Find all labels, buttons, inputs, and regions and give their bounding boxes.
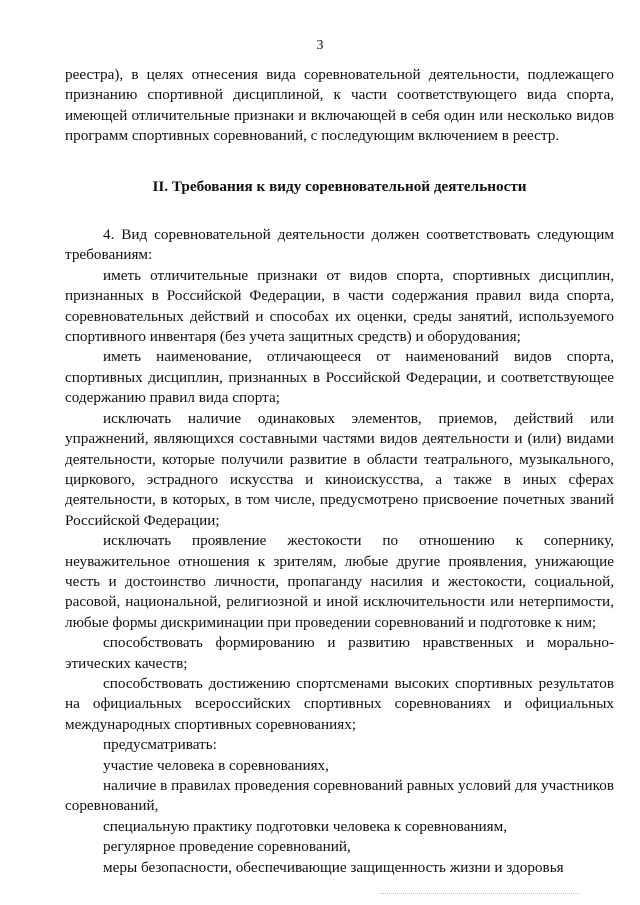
page-number: 3: [316, 38, 324, 53]
paragraph: предусматривать:: [103, 736, 217, 754]
paragraph: исключать наличие одинаковых элементов, приемов, действий или упражнений, являющихся составными частями видов деятельности и (или) видами деятельности, которые получили развитие в области театрального, музыкального, циркового, эстрадного искусства и киноискусства, а также в иных сферах деятельности, в которых, в том числе, предусмотрено присвоение почетных званий Российской Федерации;: [65, 409, 614, 529]
paragraph: способствовать формированию и развитию нравственных и морально-этических качеств;: [65, 634, 614, 672]
paragraph: иметь отличительные признаки от видов спорта, спортивных дисциплин, признанных в Российской Федерации, в части содержания правил вида спорта, соревновательных действий и способах их оценки, среды занятий, используемого спортивного инвентаря (без учета защитных средств) и оборудования;: [65, 266, 614, 346]
paragraph: способствовать достижению спортсменами высоких спортивных результатов на официальных всероссийских спортивных соревнованиях и официальных международных спортивных соревнованиях;: [65, 674, 614, 733]
intro-paragraph: реестра), в целях отнесения вида соревновательной деятельности, подлежащего признанию спортивной дисциплиной, к части соответствующего вида спорта, имеющей отличительные признаки и включающей в себя один или несколько видов программ спортивных соревнований, с последующим включением в реестр.: [65, 66, 614, 145]
paragraph: специальную практику подготовки человека к соревнованиям,: [103, 817, 507, 835]
document-body: [65, 65, 614, 878]
paragraph: меры безопасности, обеспечивающие защищенность жизни и здоровья: [103, 858, 564, 876]
footer-divider: [380, 893, 580, 894]
paragraph: 4. Вид соревновательной деятельности должен соответствовать следующим требованиям:: [65, 226, 614, 264]
paragraph: участие человека в соревнованиях,: [103, 756, 329, 774]
paragraph: регулярное проведение соревнований,: [103, 838, 351, 856]
paragraph: исключать проявление жестокости по отношению к сопернику, неуважительное отношения к зрителям, любые другие проявления, унижающие честь и достоинство личности, пропаганду насилия и жестокости, социальной, расовой, национальной, религиозной и иной исключительности или нетерпимости, любые формы дискриминации при проведении соревнований и подготовке к ним;: [65, 532, 614, 631]
paragraph: иметь наименование, отличающееся от наименований видов спорта, спортивных дисциплин, признанных в Российской Федерации, и соответствующее содержанию правил вида спорта;: [65, 348, 614, 407]
section-heading: II. Требования к виду соревновательной деятельности: [152, 177, 527, 195]
paragraph: наличие в правилах проведения соревнований равных условий для участников соревнований,: [65, 777, 614, 815]
